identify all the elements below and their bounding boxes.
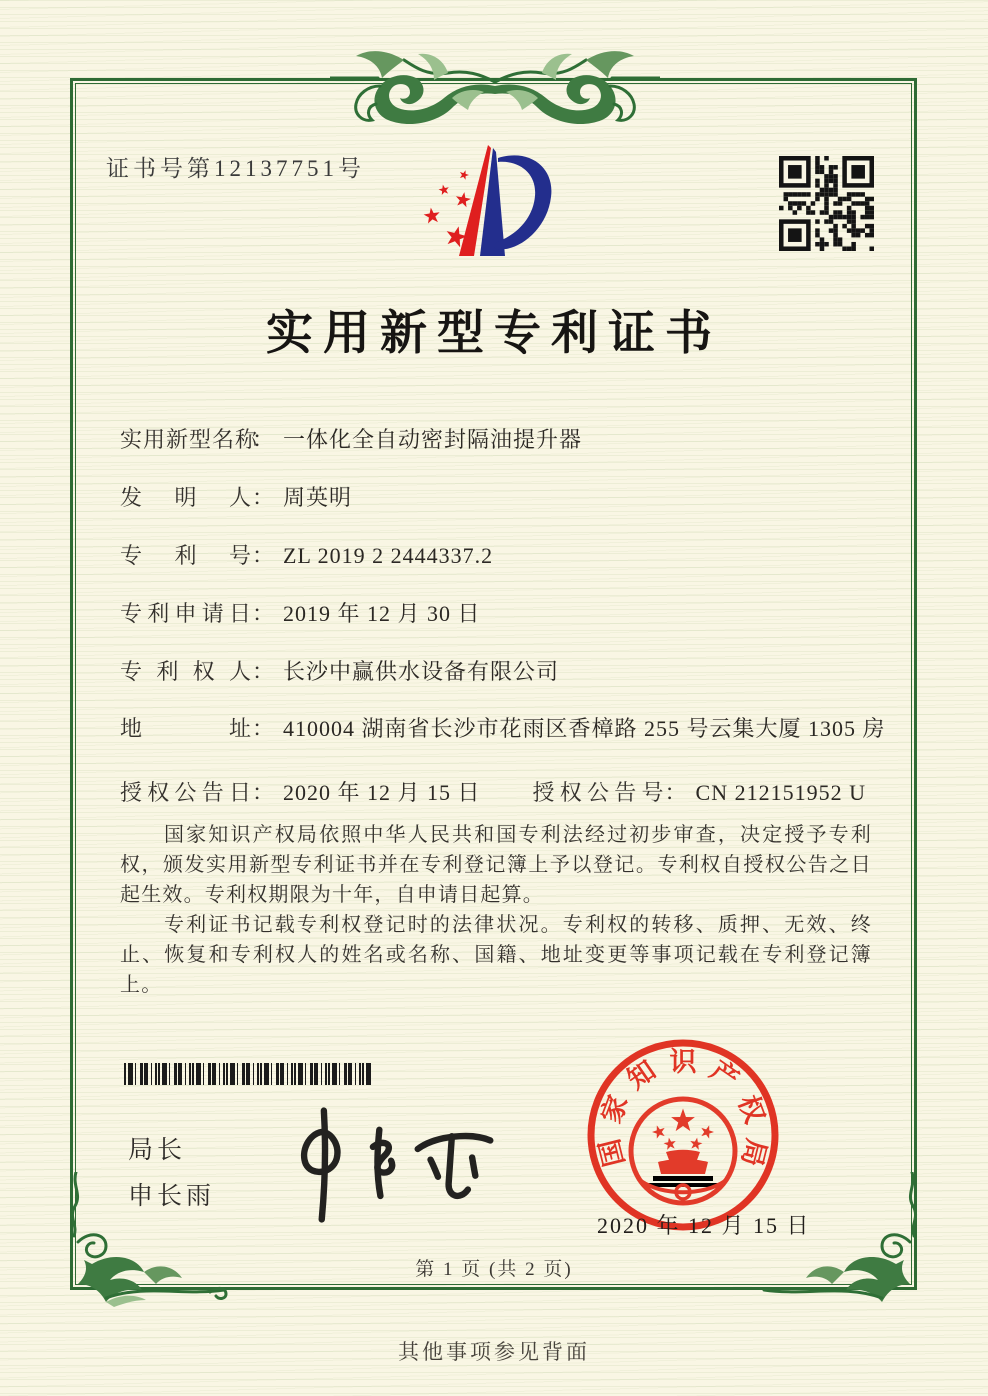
field-label: 专利申请日 [120,601,252,626]
legal-paragraph-2: 专利证书记载专利权登记时的法律状况。专利权的转移、质押、无效、终止、恢复和专利权人的姓名或名称、国籍、地址变更等事项记载在专利登记簿上。 [120,914,872,996]
field-value: 长沙中赢供水设备有限公司 [283,659,560,684]
field-row-address: 地址： 410004 湖南省长沙市花雨区香樟路 255 号云集大厦 1305 房 [120,712,886,743]
legal-text-block [120,820,872,1000]
seal-date: 2020 年 12 月 15 日 [597,1213,811,1238]
field-row-grant: 授权公告日： 2020 年 12 月 15 日 授权公告号： CN 212151952 U [120,776,866,807]
svg-text:局: 局 [736,1135,772,1170]
commissioner-title: 局长 [128,1137,187,1164]
qr-code [779,156,874,251]
page-indicator: 第 1 页 (共 2 页) [415,1259,573,1280]
commissioner-signature [262,1104,518,1226]
field-label: 发明人 [120,485,252,510]
grant-date-value: 2020 年 12 月 15 日 [283,780,481,805]
field-row-filing-date: 专利申请日： 2019 年 12 月 30 日 [120,597,481,628]
barcode [124,1063,371,1085]
svg-text:识: 识 [669,1047,697,1077]
field-label: 实用新型名称 [120,427,259,452]
field-label: 地址 [120,716,252,741]
field-row-patentee: 专利权人： 长沙中赢供水设备有限公司 [120,655,559,686]
field-value: 2019 年 12 月 30 日 [283,601,481,626]
svg-text:国: 国 [594,1135,630,1170]
field-value: 410004 湖南省长沙市花雨区香樟路 255 号云集大厦 1305 房 [283,716,886,741]
certificate-title: 实用新型专利证书 [266,308,722,360]
field-row-name: 实用新型名称： 一体化全自动密封隔油提升器 [120,423,582,454]
field-row-inventor: 发明人： 周英明 [120,481,352,512]
field-label: 专利权人 [120,659,252,684]
svg-text:知: 知 [621,1054,662,1095]
field-value: ZL 2019 2 2444337.2 [283,543,494,568]
legal-paragraph-1: 国家知识产权局依照中华人民共和国专利法经过初步审查，决定授予专利权，颁发实用新型专利证书并在专利登记簿上予以登记。专利权自授权公告之日起生效。专利权期限为十年，自申请日起算。 [120,824,872,906]
field-value: 一体化全自动密封隔油提升器 [283,427,583,452]
top-center-ornament [330,46,660,138]
grant-no-label: 授权公告号 [532,780,665,805]
commissioner-name: 申长雨 [128,1183,216,1210]
cnipa-logo-icon [412,138,558,272]
svg-text:产: 产 [704,1054,745,1095]
official-seal [581,1033,785,1237]
svg-text:家: 家 [595,1091,634,1128]
field-value: 周英明 [283,485,353,510]
field-row-patent-no: 专利号： ZL 2019 2 2444337.2 [120,539,493,570]
grant-date-label: 授权公告日 [120,780,252,805]
field-label: 专利号 [120,543,252,568]
grant-no-value: CN 212151952 U [695,780,866,805]
svg-text:权: 权 [732,1091,771,1128]
back-note: 其他事项参见背面 [398,1340,590,1364]
certificate-number: 证书号第12137751号 [106,156,365,181]
